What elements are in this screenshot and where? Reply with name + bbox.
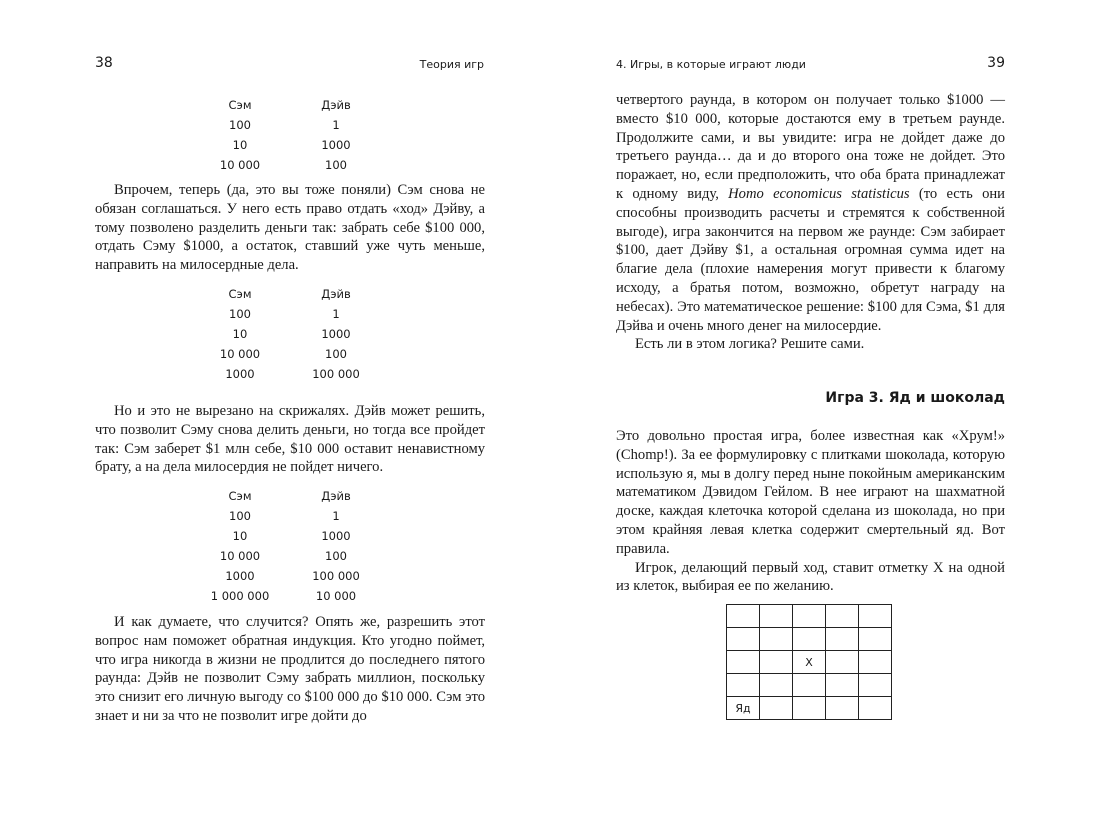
paragraph-2	[95, 402, 485, 477]
grid-cell	[727, 651, 760, 674]
table-cell: 100 000	[312, 569, 360, 583]
paragraph-1	[95, 181, 485, 275]
grid-cell	[859, 605, 892, 628]
table-cell: 1000	[225, 569, 255, 583]
grid-cell	[727, 628, 760, 651]
table-cell: 10 000	[219, 549, 261, 563]
section-body	[616, 427, 1005, 596]
grid-cell	[727, 674, 760, 697]
table-cell: 1	[332, 509, 340, 523]
page-number-right: 39	[987, 55, 1005, 71]
grid-cell	[859, 651, 892, 674]
grid-cell	[760, 651, 793, 674]
table-cell: 1 000 000	[210, 589, 270, 603]
table-cell: 100 000	[312, 367, 360, 381]
grid-cell	[826, 674, 859, 697]
paragraph-continued	[616, 91, 1005, 354]
paragraph-text: И как думаете, что случится? Опять же, разрешить этот вопрос нам поможет обратная индукция. Кто угодно поймет, что игра никогда в жизни не продлится до последнего пятого раунда: Дэйв не позволит Сэму забрать миллион, поскольку это снизит его личную выгоду со $100 000 до $10 000. Сэм это знает и ни за что не позволит игре дойти до	[95, 614, 485, 724]
grid-cell	[859, 697, 892, 720]
grid-cell	[793, 605, 826, 628]
grid-cell	[826, 628, 859, 651]
paragraph-text	[616, 91, 1005, 335]
table-cell: 10	[232, 529, 248, 543]
grid-cell	[826, 605, 859, 628]
grid-cell	[760, 605, 793, 628]
table-cell: 10 000	[219, 158, 261, 172]
grid-cell	[760, 697, 793, 720]
table-cell: 100	[229, 509, 251, 523]
grid-cell-x-mark: X	[793, 651, 826, 674]
grid-cell	[859, 674, 892, 697]
running-head-right: 4. Игры, в которые играют люди	[616, 58, 806, 71]
grid-cell	[727, 605, 760, 628]
grid-cell	[760, 628, 793, 651]
paragraph-text: Но и это не вырезано на скрижалях. Дэйв может решить, что позволит Сэму снова делить деньги, но тогда все пройдет так: Сэм заберет $1 млн себе, $10 000 оставит ненавистному брату, а на дела милосердия не пойдет ничего.	[95, 403, 485, 476]
paragraph-question: Есть ли в этом логика? Решите сами.	[635, 336, 865, 353]
grid-cell	[793, 674, 826, 697]
column-header-dave: Дэйв	[321, 287, 351, 301]
chocolate-grid	[726, 604, 892, 720]
grid-cell	[760, 674, 793, 697]
column-header-sam: Сэм	[228, 287, 252, 301]
grid-cell	[826, 697, 859, 720]
grid-cell	[859, 628, 892, 651]
grid-cell	[793, 628, 826, 651]
grid-row	[727, 674, 892, 697]
section-title: Игра 3. Яд и шоколад	[825, 390, 1005, 406]
grid-cell	[826, 651, 859, 674]
table-cell: 100	[325, 347, 347, 361]
grid-row	[727, 605, 892, 628]
paragraph-3	[95, 613, 485, 726]
grid-row	[727, 628, 892, 651]
grid-cell	[793, 697, 826, 720]
paragraph-text-part-1: четвертого раунда, в котором он получает только $1000 — вместо $10 000, которые достаются ему в третьем раунде. Продолжите сами, и вы увидите: игра не дойдет даже до третьего раунда… да и до второго она тоже не дойдет. Это поражает, но, если предположить, что оба брата принадлежат к одному виду,	[616, 92, 1005, 202]
column-header-dave: Дэйв	[321, 98, 351, 112]
paragraph-text: Это довольно простая игра, более известная как «Хрум!» (Chomp!). За ее формулировку с плитками шоколада, которую использую я, мы в долгу перед ныне покойным американским математиком Дэвидом Гейлом. В нее играют на шахматной доске, каждая клеточка которой сделана из шоколада, но при этом крайняя левая клетка содержит смертельный яд. Вот правила.	[616, 428, 1005, 557]
paragraph-text-part-2: (то есть они способны производить расчеты и стремятся к собственной выгоде), игра закончится на первом же раунде: Сэм забирает $100, дает Дэйву $1, а остальная огромная сумма идет на благие дела (плохие намерения могут привести к благому исходу, а братья потом, возможно, обретут награду на небесах). Это математическое решение: $100 для Сэма, $1 для Дэйва и очень много денег на милосердие.	[616, 185, 1005, 334]
running-head-left: Теория игр	[419, 58, 484, 71]
table-cell: 1000	[321, 529, 351, 543]
column-header-sam: Сэм	[228, 98, 252, 112]
table-cell: 1000	[321, 327, 351, 341]
column-header-sam: Сэм	[228, 489, 252, 503]
table-cell: 1000	[225, 367, 255, 381]
italic-term: Homo economicus statisticus	[728, 185, 910, 202]
table-cell: 10	[232, 138, 248, 152]
grid-row	[727, 697, 892, 720]
table-cell: 1000	[321, 138, 351, 152]
paragraph-text: Игрок, делающий первый ход, ставит отметку X на одной из клеток, выбирая ее по желанию.	[616, 559, 1005, 595]
table-cell: 100	[229, 307, 251, 321]
table-cell: 100	[325, 158, 347, 172]
paragraph-text: Впрочем, теперь (да, это вы тоже поняли) Сэм снова не обязан соглашаться. У него есть право отдать «ход» Дэйву, а тому позволено разделить деньги так: забрать себе $100 000, отдать Сэму $1000, а остаток, ставший уже чуть меньше, направить на милосердные дела.	[95, 182, 485, 274]
table-cell: 100	[229, 118, 251, 132]
table-cell: 10 000	[315, 589, 357, 603]
right-page	[550, 0, 1100, 834]
table-cell: 10	[232, 327, 248, 341]
table-cell: 10 000	[219, 347, 261, 361]
table-cell: 1	[332, 307, 340, 321]
page-number-left: 38	[95, 55, 113, 71]
grid-cell-poison: Яд	[727, 697, 760, 720]
table-cell: 1	[332, 118, 340, 132]
grid-row	[727, 651, 892, 674]
column-header-dave: Дэйв	[321, 489, 351, 503]
table-cell: 100	[325, 549, 347, 563]
